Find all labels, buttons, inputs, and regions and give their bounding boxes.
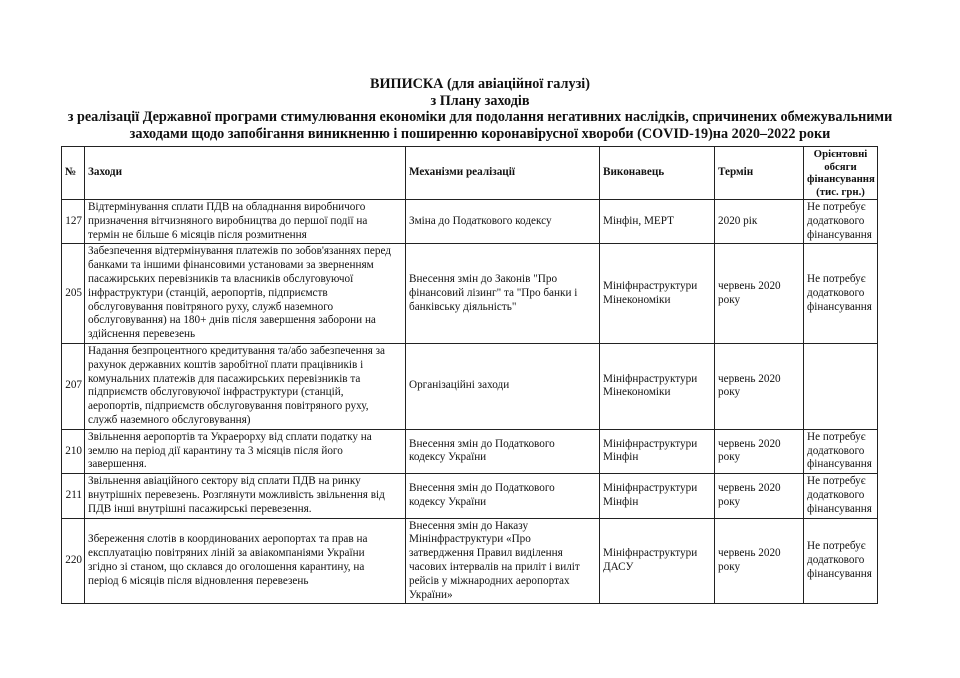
heading-title: ВИПИСКА (для авіаційної галузі): [370, 76, 590, 92]
header-number: №: [62, 147, 85, 200]
row-executor: Мініфнраструктури ДАСУ: [600, 518, 715, 604]
row-funding: Не потребує додаткового фінансування: [804, 518, 878, 604]
row-term: 2020 рік: [715, 200, 804, 244]
header-funding: Орієнтовні обсяги фінансування (тис. грн.): [804, 147, 878, 200]
table-row: [62, 343, 878, 429]
row-mechanism: Зміна до Податкового кодексу: [406, 200, 600, 244]
heading-program-line-2: заходами щодо запобігання виникненню і поширенню коронавірусної хвороби (COVID-19)на 2020–2022 роки: [129, 125, 831, 142]
row-number: 127: [62, 200, 85, 244]
table-header-row: [62, 147, 878, 200]
measures-table: [61, 146, 878, 604]
heading-subtitle: з Плану заходів: [430, 92, 530, 109]
header-measures: Заходи: [85, 147, 406, 200]
table-row: [62, 429, 878, 473]
row-measure: Надання безпроцентного кредитування та/або забезпечення за рахунок державних коштів заробітної плати працівників і комунальних платежів для пасажирських перевізників та підприємств обслуговуючої інфраструктури (станцій, аеропортів, підприємств обслуговування повітряного руху, служб наземного обслуговування): [85, 343, 406, 429]
header-mechanisms: Механізми реалізації: [406, 147, 600, 200]
row-funding: Не потребує додаткового фінансування: [804, 429, 878, 473]
row-funding: Не потребує додаткового фінансування: [804, 200, 878, 244]
row-number: 210: [62, 429, 85, 473]
row-executor: Мініфнраструктури Мінекономіки: [600, 244, 715, 344]
row-measure: Звільнення авіаційного сектору від сплати ПДВ на ринку внутрішніх перевезень. Розглянути можливість звільнення від ПДВ інші внутрішні пасажирські перевезення.: [85, 474, 406, 518]
header-term: Термін: [715, 147, 804, 200]
row-executor: Мініфнраструктури Мінекономіки: [600, 343, 715, 429]
row-executor: Мінфін, МЕРТ: [600, 200, 715, 244]
row-executor: Мініфнраструктури Мінфін: [600, 429, 715, 473]
table-row: [62, 200, 878, 244]
row-funding: Не потребує додаткового фінансування: [804, 244, 878, 344]
row-term: червень 2020 року: [715, 518, 804, 604]
row-executor: Мініфнраструктури Мінфін: [600, 474, 715, 518]
row-measure: Звільнення аеропортів та Украерорху від сплати податку на землю на період дії карантину та 3 місяців після його завершення.: [85, 429, 406, 473]
table-row: [62, 244, 878, 344]
table-row: [62, 518, 878, 604]
document-heading: [40, 76, 920, 142]
row-funding: Не потребує додаткового фінансування: [804, 474, 878, 518]
row-mechanism: Внесення змін до Наказу Мінінфраструктури «Про затвердження Правил виділення часових інтервалів на приліт і виліт рейсів у міжнародних аеропортах України»: [406, 518, 600, 604]
row-mechanism: Організаційні заходи: [406, 343, 600, 429]
row-measure: Збереження слотів в координованих аеропортах та прав на експлуатацію повітряних ліній за авіакомпаніями України згідно зі станом, що склався до оголошення карантину, на період 6 місяців після відновлення перевезень: [85, 518, 406, 604]
row-mechanism: Внесення змін до Податкового кодексу України: [406, 429, 600, 473]
header-executor: Виконавець: [600, 147, 715, 200]
row-term: червень 2020 року: [715, 429, 804, 473]
row-funding: [804, 343, 878, 429]
heading-program-line-1: з реалізації Державної програми стимулювання економіки для подолання негативних наслідків, спричинених обмежувальними: [67, 109, 893, 125]
row-number: 207: [62, 343, 85, 429]
row-term: червень 2020 року: [715, 244, 804, 344]
row-term: червень 2020 року: [715, 343, 804, 429]
row-number: 211: [62, 474, 85, 518]
row-term: червень 2020 року: [715, 474, 804, 518]
row-measure: Відтермінування сплати ПДВ на обладнання виробничого призначення вітчизняного виробництва до першої події на термін не більше 6 місяців після розмитнення: [85, 200, 406, 244]
row-number: 205: [62, 244, 85, 344]
row-mechanism: Внесення змін до Податкового кодексу України: [406, 474, 600, 518]
table-row: [62, 474, 878, 518]
row-mechanism: Внесення змін до Законів "Про фінансовий лізинг" та "Про банки і банківську діяльність": [406, 244, 600, 344]
row-number: 220: [62, 518, 85, 604]
row-measure: Забезпечення відтермінування платежів по зобов'язаннях перед банками та іншими фінансовими установами за зверненням пасажирських перевізників та власників обслуговуючої інфраструктури (станцій, аеропортів, підприємств обслуговування повітряного руху, служб наземного обслуговування) на 180+ днів після завершення заборони на здійснення перевезень: [85, 244, 406, 344]
